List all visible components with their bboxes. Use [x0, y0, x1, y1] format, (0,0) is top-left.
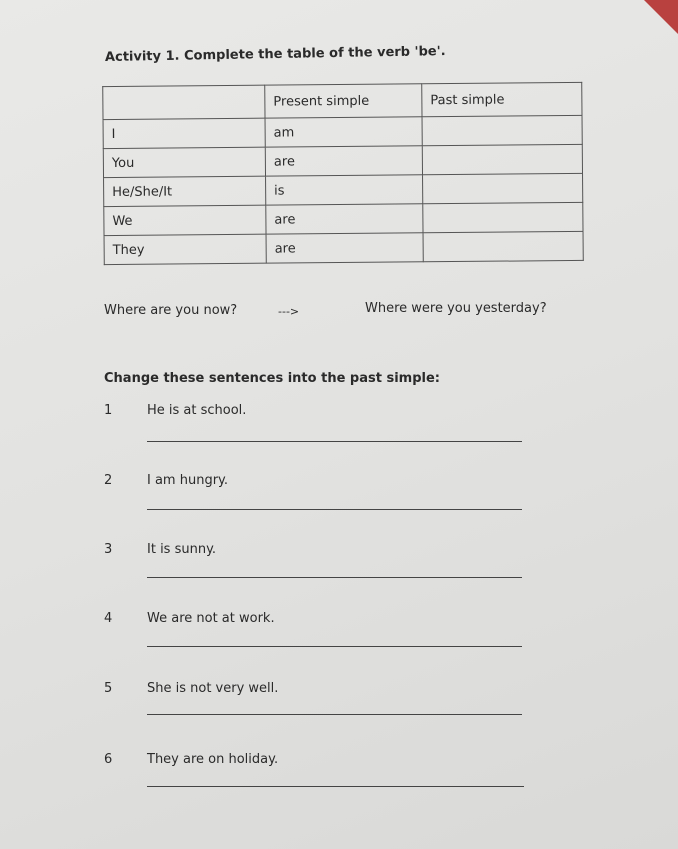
header-cell: [103, 85, 265, 119]
table-row: [104, 173, 583, 206]
past-cell[interactable]: [423, 202, 583, 232]
present-cell: is: [266, 175, 423, 205]
present-cell: are: [266, 233, 423, 263]
item-sentence: They are on holiday.: [147, 752, 279, 767]
item-number: 6: [104, 752, 113, 767]
table-row: [104, 202, 583, 235]
answer-line[interactable]: [147, 714, 522, 715]
item-sentence: I am hungry.: [147, 473, 229, 488]
answer-line[interactable]: [147, 509, 522, 510]
arrow-text: --->: [278, 305, 300, 318]
answer-line[interactable]: [147, 441, 522, 442]
present-cell: are: [265, 146, 422, 176]
item-number: 3: [104, 542, 113, 557]
item-number: 5: [104, 681, 113, 696]
where-yesterday-text: Where were you yesterday?: [365, 301, 547, 316]
item-number: 1: [104, 403, 113, 418]
header-cell: Present simple: [265, 84, 422, 118]
past-cell[interactable]: [423, 173, 583, 203]
subject-cell: You: [103, 147, 265, 177]
past-cell[interactable]: [423, 231, 583, 261]
subject-cell: They: [104, 234, 266, 264]
background-object: [644, 0, 678, 34]
exercise-heading: Change these sentences into the past simple:: [104, 371, 440, 386]
table-row: [103, 144, 582, 177]
past-cell[interactable]: [422, 144, 582, 174]
subject-cell: We: [104, 205, 266, 235]
table-header-row: [103, 82, 582, 119]
answer-line[interactable]: [147, 786, 524, 787]
item-sentence: She is not very well.: [147, 681, 279, 696]
table-row: [104, 231, 583, 264]
activity-title: Activity 1. Complete the table of the verb 'be'.: [104, 44, 446, 65]
present-cell: am: [265, 117, 422, 147]
item-sentence: He is at school.: [147, 403, 247, 418]
present-cell: are: [266, 204, 423, 234]
answer-line[interactable]: [147, 577, 522, 578]
past-cell[interactable]: [422, 115, 582, 145]
item-sentence: It is sunny.: [147, 542, 217, 557]
item-number: 2: [104, 473, 113, 488]
subject-cell: I: [103, 118, 265, 148]
table-row: [103, 115, 582, 148]
verb-be-table: [102, 82, 584, 265]
subject-cell: He/She/It: [104, 176, 266, 206]
where-now-text: Where are you now?: [104, 303, 238, 318]
answer-line[interactable]: [147, 646, 522, 647]
item-number: 4: [104, 611, 113, 626]
item-sentence: We are not at work.: [147, 611, 275, 626]
header-cell: Past simple: [422, 82, 582, 116]
